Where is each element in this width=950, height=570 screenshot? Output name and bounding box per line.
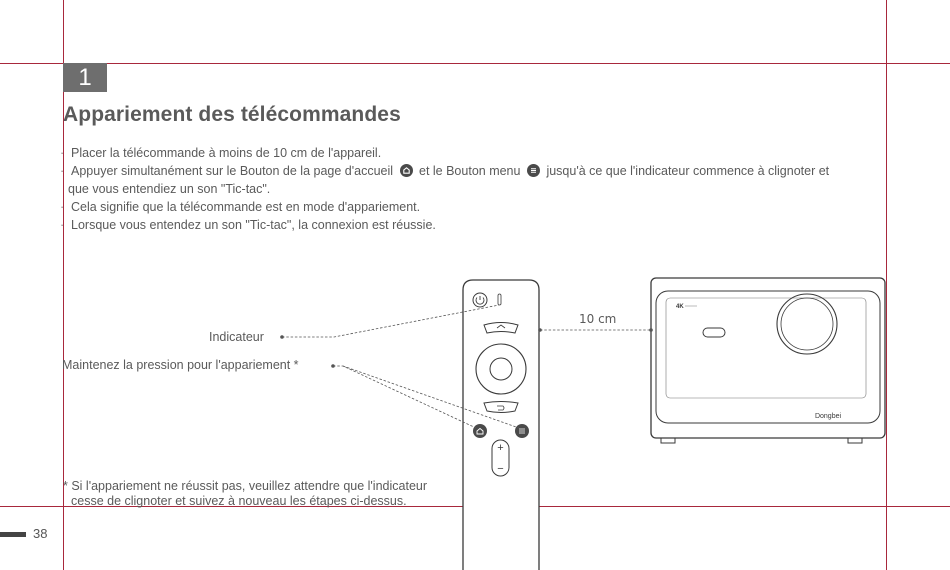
volume-up-symbol: + — [497, 442, 504, 454]
projector-brand-logo: Dongbei — [814, 413, 842, 420]
distance-label: 10 cm — [579, 312, 617, 326]
instruction-text: que vous entendiez un son "Tic-tac". — [68, 182, 271, 196]
instruction-text: Lorsque vous entendez un son "Tic-tac", la connexion est réussie. — [71, 218, 436, 232]
step-number-badge: 1 — [63, 63, 107, 92]
instruction-text: Cela signifie que la télécommande est en mode d'appariement. — [71, 200, 421, 214]
indicator-label: Indicateur — [209, 330, 264, 344]
page-title: Appariement des télécommandes — [63, 103, 401, 126]
remote-home-button-icon — [473, 424, 487, 438]
footnote-line: cesse de clignoter et suivez à nouveau les étapes ci-dessus. — [71, 494, 407, 508]
instruction-item: · Cela signifie que la télécommande est en mode d'appariement. — [60, 200, 421, 214]
page-marker-bar — [0, 532, 26, 537]
pairing-footnote — [63, 479, 427, 509]
projector-4k-badge: 4K — [676, 304, 684, 310]
hold-to-pair-label: Maintenez la pression pour l'appariement * — [62, 358, 299, 372]
instruction-text: et le Bouton menu — [419, 164, 521, 178]
instruction-item: · Lorsque vous entendez un son "Tic-tac", la connexion est réussie. — [60, 218, 436, 232]
remote-control-illustration — [463, 280, 539, 570]
footnote-line: * Si l'appariement ne réussit pas, veuillez attendre que l'indicateur — [63, 479, 428, 493]
projector-illustration — [651, 278, 885, 443]
instruction-text: Appuyer simultanément sur le Bouton de la page d'accueil — [71, 164, 394, 178]
instruction-item: · Appuyer simultanément sur le Bouton de la page d'accueil et le Bouton menu jusqu'à ce que l'indicateur commence à clignoter et — [60, 164, 830, 178]
instruction-text: jusqu'à ce que l'indicateur commence à clignoter et — [546, 164, 830, 178]
instruction-item: · Placer la télécommande à moins de 10 cm de l'appareil. — [60, 146, 382, 160]
volume-down-symbol: − — [497, 463, 504, 475]
page-number: 38 — [33, 526, 48, 541]
instruction-text: Placer la télécommande à moins de 10 cm de l'appareil. — [71, 146, 382, 160]
